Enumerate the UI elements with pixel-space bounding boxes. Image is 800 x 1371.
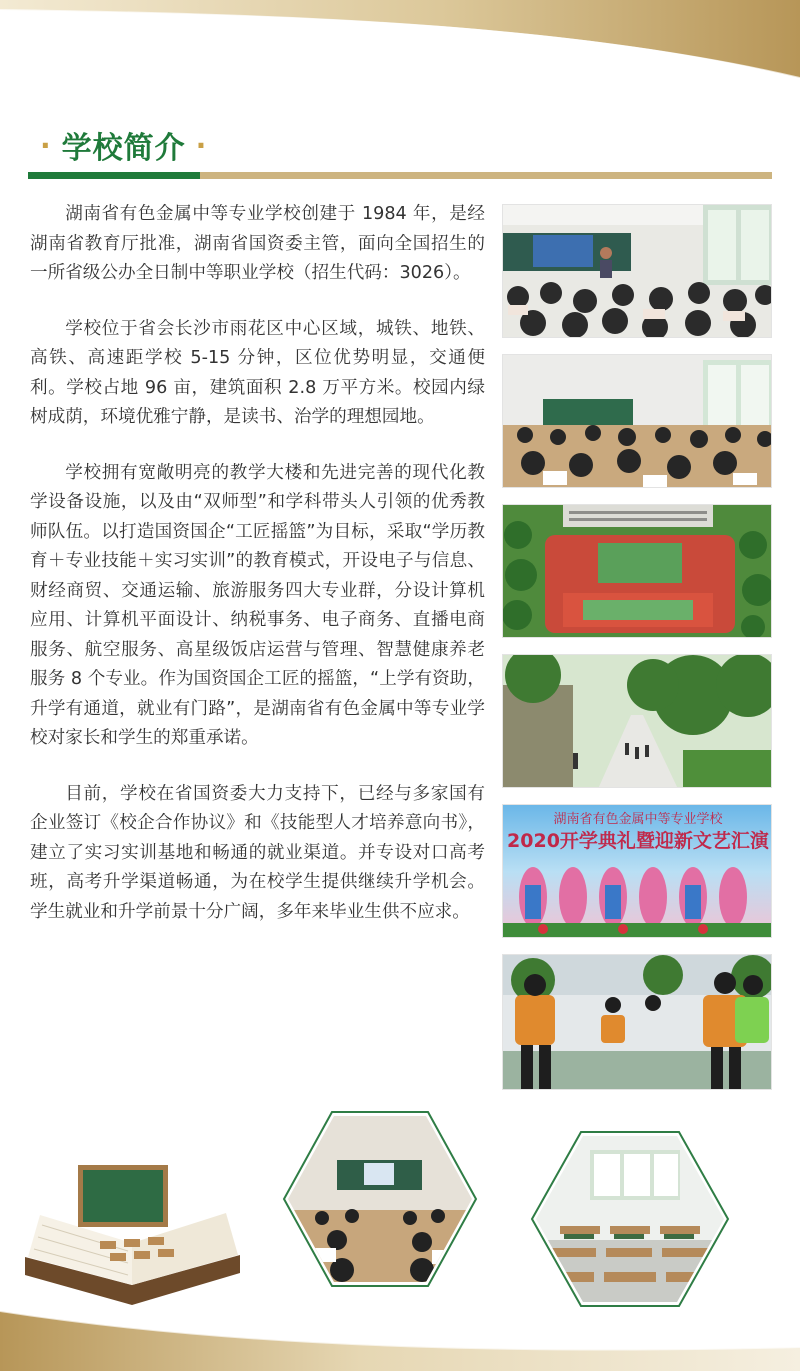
classroom-with-teacher-photo: [502, 204, 772, 338]
tree-lined-campus-road-photo: [502, 654, 772, 788]
heading-bullet-right: ·: [195, 128, 208, 162]
heading-underline: [28, 172, 772, 179]
campus-sports-field-aerial-photo: [502, 504, 772, 638]
heading-bullet-left: ·: [40, 128, 52, 162]
basketball-game-photo: [502, 954, 772, 1090]
intro-text: [30, 200, 485, 953]
paragraph-facilities: 学校拥有宽敞明亮的教学大楼和先进完善的现代化教学设备设施，以及由“双师型”和学科带头人引领的优秀教师队伍。以打造国资国企“工匠摇篮”为目标，采取“学历教育＋专业技能＋实习实训”的教育模式，开设电子与信息、财经商贸、交通运输、旅游服务四大专业群，分设计算机应用、计算机平面设计、纳税事务、电子商务、直播电商服务、航空服务、高星级饭店运营与管理、智慧健康养老服务 8 个专业。作为国资国企工匠的摇篮，“上学有资助，升学有通道，就业有门路”，是湖南省有色金属中等专业学校对家长和学生的郑重承诺。: [30, 462, 485, 748]
bottom-decorative-band: [0, 1281, 800, 1371]
banner-school-name: 湖南省有色金属中等专业学校: [553, 812, 723, 827]
paragraph-founding: 湖南省有色金属中等专业学校创建于 1984 年，是经湖南省教育厅批准，湖南省国资委主管，面向全国招生的一所省级公办全日制中等职业学校（招生代码：3026）。: [30, 204, 485, 283]
section-heading: [30, 120, 217, 170]
paragraph-cooperation: 目前，学校在省国资委大力支持下，已经与多家国有企业签订《校企合作协议》和《技能型人才培养意向书》，建立了实习实训基地和畅通的就业渠道。并专设对口高考班，高考升学渠道畅通，为在校学生提供继续升学机会。学生就业和升学前景十分广阔，多年来毕业生供不应求。: [30, 783, 485, 922]
paragraph-location: 学校位于省会长沙市雨花区中心区域，城铁、地铁、高铁、高速距学校 5-15 分钟，区位优势明显，交通便利。学校占地 96 亩，建筑面积 2.8 万平方米。校园内绿树成荫，环境优雅宁静，是读书、治学的理想园地。: [30, 318, 485, 427]
students-studying-classroom-photo: [502, 354, 772, 488]
heading-underline-accent: [28, 172, 200, 179]
stage-performance-photo: [502, 804, 772, 938]
top-decorative-band: [0, 0, 800, 80]
hexagon-classroom-photo: [282, 1110, 478, 1288]
banner-event-title: 2020开学典礼暨迎新文艺汇演: [507, 830, 769, 852]
section-title: 学校简介: [61, 131, 186, 166]
